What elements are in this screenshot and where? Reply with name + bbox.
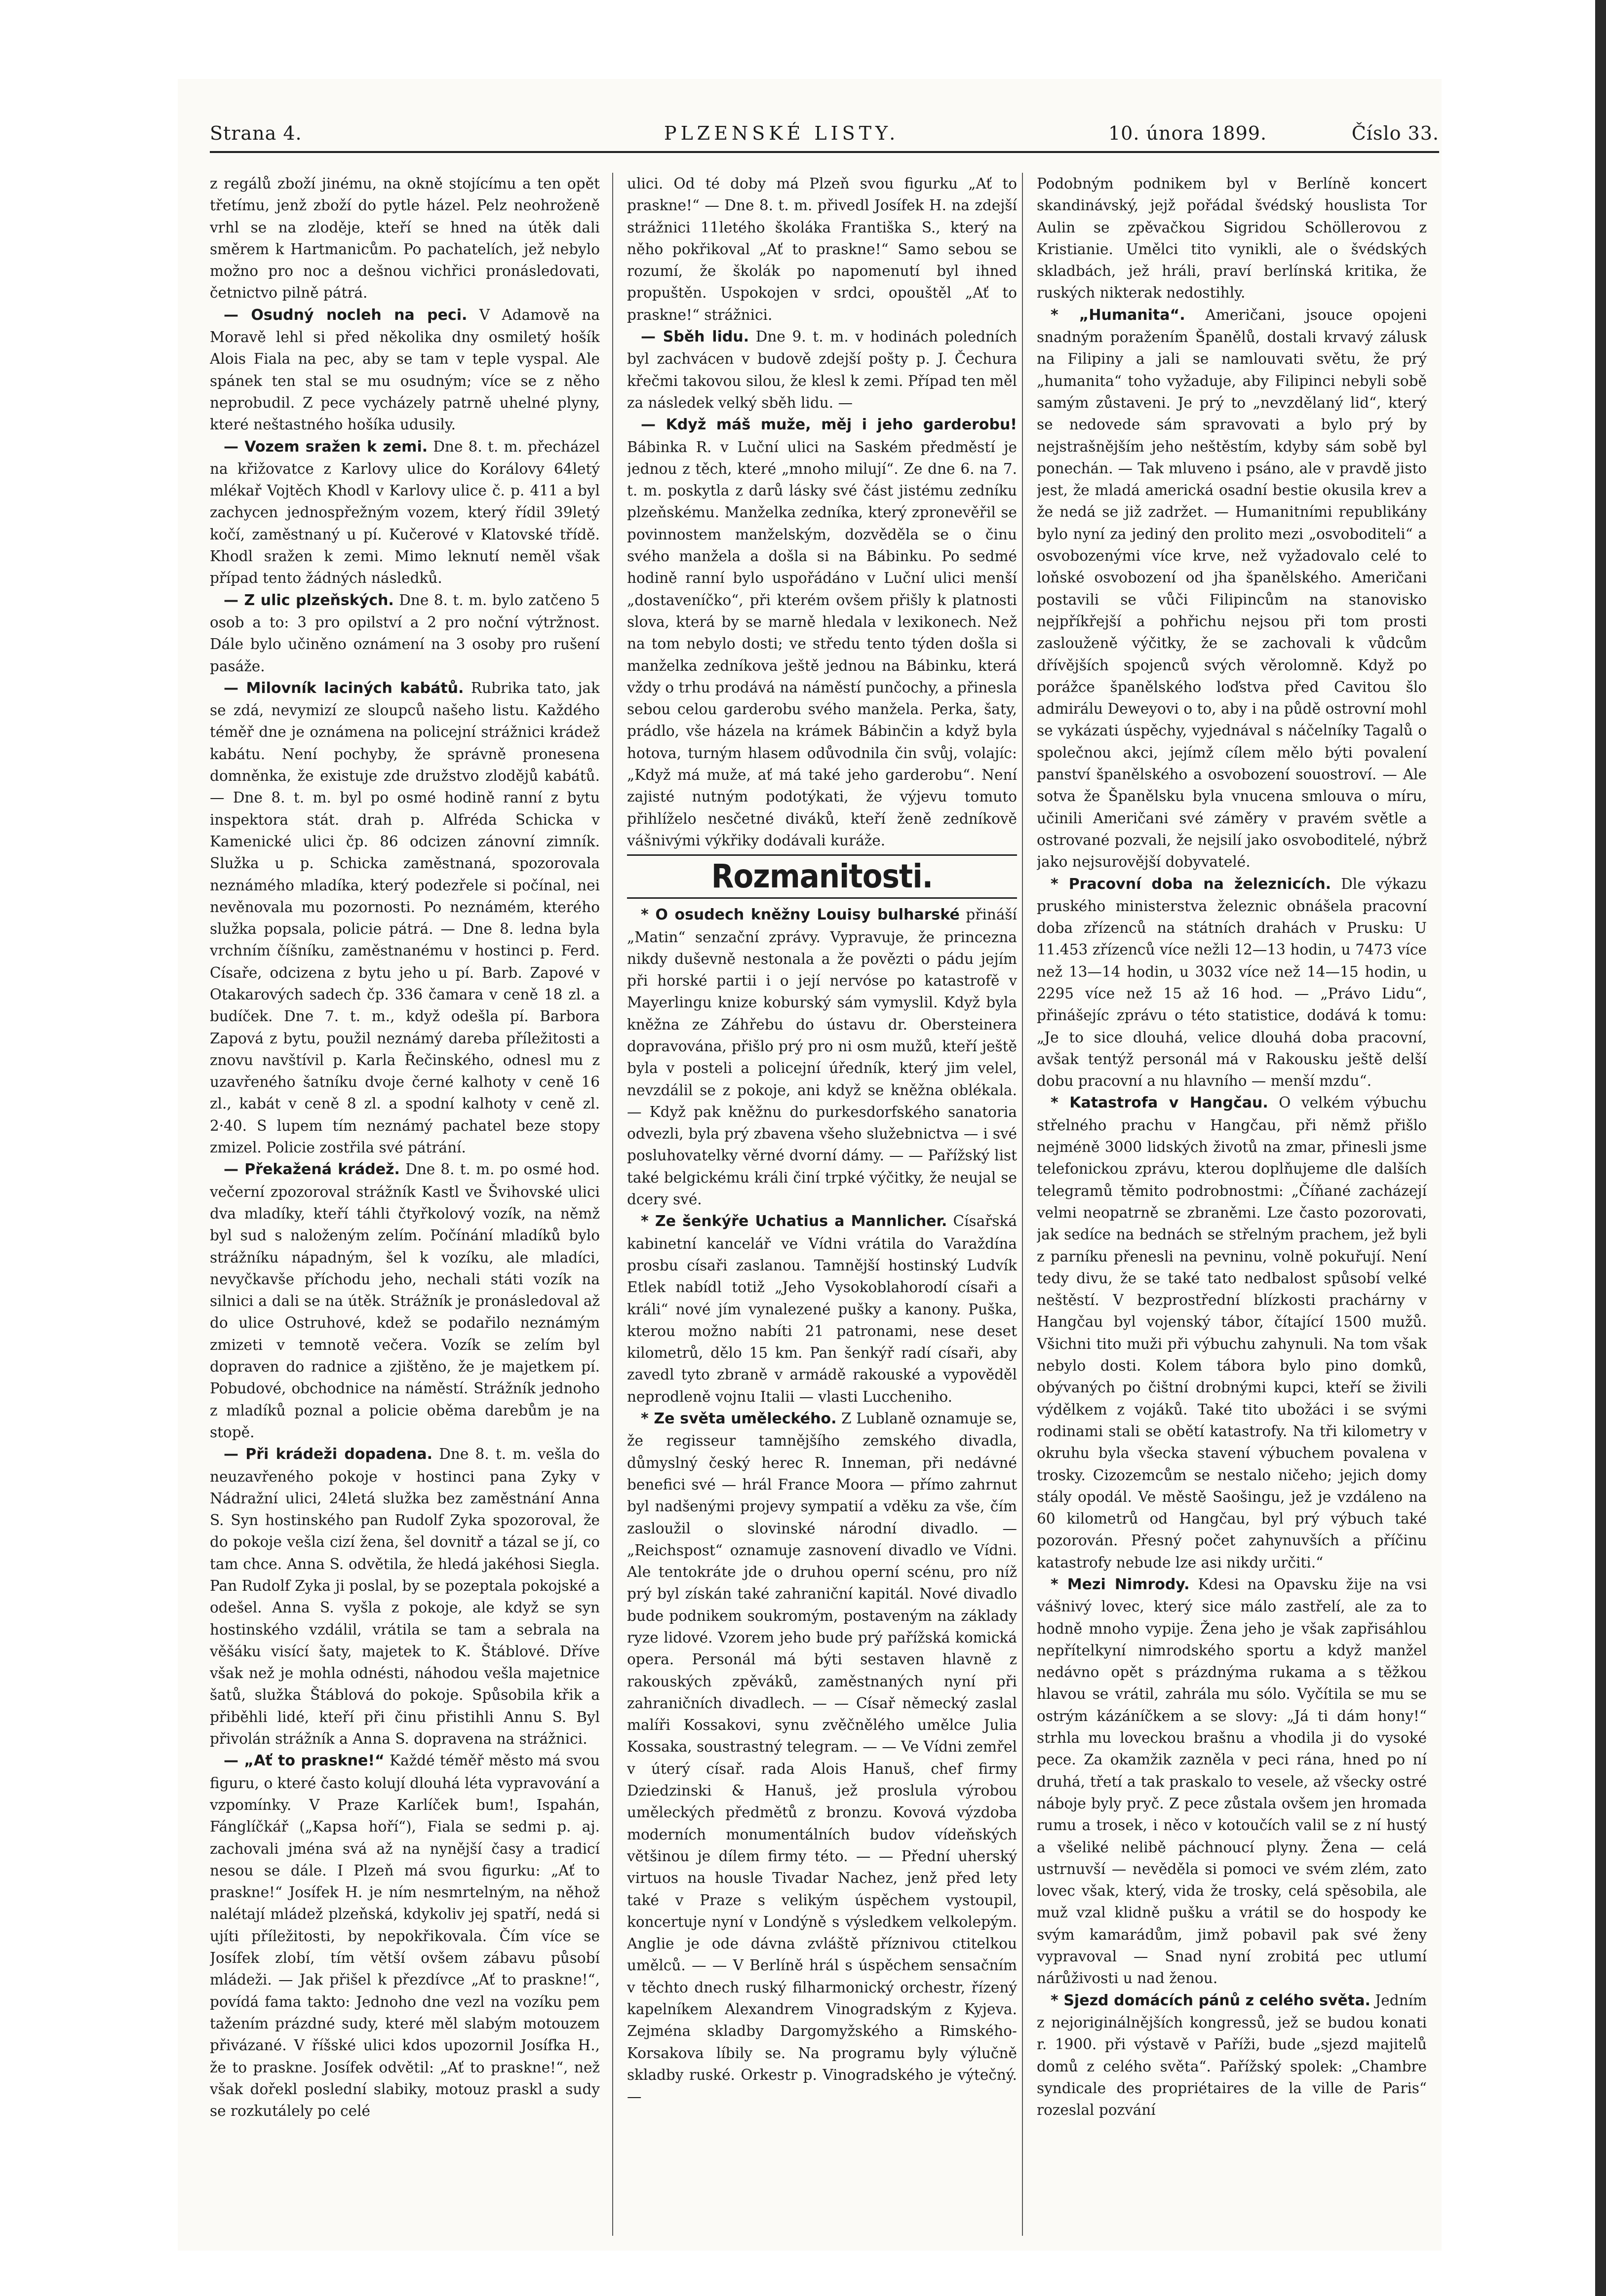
article-text: Dne 8. t. m. po osmé hod. večerní zpozoroval strážník Kastl ve Švihovské ulici dva mladíky, kteří táhli čtyřkolový vozík, na němž byl sud s naloženým zelím. Počínání mladíků bylo strážníku nápadným, šel k vozíku, ale mladíci, nevyčkavše příchodu jeho, nechali státi vozík na silnici a dali se na útěk. Strážník je pronásledoval až do ulice Ostruhové, kdež se podařilo neznámým zmizeti v temnotě večera. Vozík se zelím byl dopraven do radnice a zjištěno, že je majetkem pí. Pobudové, obchodnice na náměstí. Strážník jednoho z mladíků poznal a policie oběma darebům je na stopě. (210, 1161, 600, 1441)
article-text: Rubrika tato, jak se zdá, nevymizí ze sloupců našeho listu. Každého téměř dne je oznámena na policejní strážnici krádež kabátu. Není pochyby, že správně pronesena domněnka, že existuje zde družstvo zlodějů kabátů. — Dne 8. t. m. byl po osmé hodině ranní z bytu inspektora stát. drah p. Alfréda Schicka v Kamenické ulici čp. 86 odcizen zánovní zimník. Služka u p. Schicka zaměstnaná, spozorovala neznámého mladíka, který podezřele si počínal, nei nevěnovala mu pozornosti. Po neznámém, kterého služka popsala, policie pátrá. — Dne 8. ledna byla vrchním číšníku, zaměstnanému v hostinci p. Ferd. Císaře, odcizena z bytu jeho u pí. Barb. Zapové v Otakarových sadech čp. 336 čamara v ceně 18 zl. a budíček. Dne 7. t. m., když odešla pí. Barbora Zapová z bytu, použil neznámý dareba příležitosti a znovu navštívil p. Karla Řečinského, odnesl mu z uzavřeného šatníku dvoje černé kalhoty v ceně 16 zl., kabát v ceně 8 zl. a spodní kalhoty v ceně zl. 2·40. S lupem tím neznámý pachatel beze stopy zmizel. Policie zostřila své pátrání. (210, 679, 600, 1156)
article-headline: — Při krádeži dopadena. (224, 1446, 433, 1463)
article-paragraph (627, 326, 1017, 414)
article-paragraph (627, 414, 1017, 851)
article-headline: — Překažená krádež. (224, 1161, 400, 1179)
article-paragraph (1037, 1573, 1427, 1990)
article-text: O velkém výbuchu střelného prachu v Hangčau, při němž přišlo nejméně 3000 lidských životů na zmar, přinesli jsme telefonickou zprávu, kterou doplňujeme dle dalších telegramů těmito podrobnostmi: „Číňané zacházejí velmi neopatrně se zbraněmi. Lze často pozorovati, jak sedíce na bednách se střelným prachem, jež byli z parníku přenesli na pevninu, volně pokuřují. Není tedy divu, že se také tato nedbalost spůsobí velké neštěstí. V bezprostřední blízkosti prachárny v Hangčau byl vojenský tábor, čítající 1500 mužů. Všichni tito muži při výbuchu zahynuli. Na tom však nebylo dosti. Kolem tábora bylo pino domků, obývaných po čištní drobnými kupci, kteří se živili výdělkem z vojáků. Také tito ubožáci i se svými rodinami stali se obětí katastrofy. Na tři kilometry v okruhu byla všecka stavení výbuchem povalena v trosky. Cizozemcům se nestalo ničeho; jejich domy stály opodál. Ve městě Saošingu, jež je vzdáleno na 60 kilometrů od Hangčau, byl prý výbuch také pozorován. Přesný počet zahynuvších a příčinu katastrofy nebude lze asi nikdy určiti.“ (1037, 1094, 1427, 1571)
article-paragraph (627, 173, 1017, 326)
article-headline: * Katastrofa v Hangčau. (1051, 1094, 1268, 1112)
article-text: Bábinka R. v Luční ulici na Saském předměstí je jednou z těch, které „mnoho milují“. Ze dne 6. na 7. t. m. poskytla z darů lásky své část jistému zedníku plzeňskému. Manželka zedníka, který zpronevěřil se povinnostem manželským, dozvěděla se o činu svého manžela a došla si na Bábinku. Po sedmé hodině ranní bylo uspořádáno v Luční ulici menší „dostaveníčko“, při kterém ovšem přišly k platnosti slova, která by se marně hledala v lexikonech. Než na tom nebylo dosti; ve středu tento týden došla si manželka zedníkova ještě jednou na Bábinku, která vždy o trhu prodává na náměstí punčochy, a přinesla sebou celou garderobu svého manžela. Perka, šaty, prádlo, vše házela na krámek Bábinčin a když byla hotova, turným hlasem odůvodnila čin svůj, volajíc: „Když má muže, ať má také jeho garderobu“. Není zajisté nutným podotýkati, že výjevu tomuto přihlíželo nesčetné diváků, kteří ženě zedníkově vášnivými výkřiky dodávali kuráže. (627, 438, 1017, 849)
article-headline: * Ze světa uměleckého. (641, 1410, 837, 1428)
article-headline: * „Humanita“. (1051, 306, 1185, 324)
article-text: Podobným podnikem byl v Berlíně koncert skandinávský, jejž pořádal švédský houslista Tor Aulin se zpěvačkou Sigridou Schöllerovou z Kristianie. Umělci tito vynikli, ale o švédských skladbách, jež hráli, praví berlínská kritika, že ruských nikterak nedostihly. (1037, 175, 1427, 302)
article-paragraph (1037, 873, 1427, 1092)
article-headline: * Mezi Nimrody. (1051, 1576, 1190, 1593)
article-paragraph (210, 304, 600, 436)
article-text: Z Lublaně oznamuje se, že regisseur tamnějšího zemského divadla, důmyslný český herec R. Inneman, při nedávné benefici své — hrál France Moora — přímo zahrnut byl nadšenými projevy sympatií a vděku za vše, čím zasloužil o slovinské národní divadlo. — „Reichspost“ oznamuje zasnovení divadlo ve Vídni. Ale tentokráte jde o druhou operní scénu, pro níž prý byl získán také zahraniční kapitál. Nové divadlo bude podnikem soukromým, postaveným na základy ryze lidové. Vzorem jeho bude prý pařížská komická opera. Personál má býti sestaven hlavně z rakouských zpěváků, zaměstnaných nyní při zahraničních divadlech. — — Císař německý zaslal malíři Kossakovi, synu zvěčnělého umělce Julia Kossaka, soustrastný telegram. — — Ve Vídni zemřel v úterý císař. rada Alois Hanuš, chef firmy Dziedzinski & Hanuš, jež proslula výrobou uměleckých předmětů z bronzu. Kovová výzdoba moderních monumentálních budov vídeňských většinou je dílem firmy této. — — Přední uherský virtuos na housle Tivadar Nachez, jenž před lety také v Praze s velikým úspěchem vystoupil, koncertuje nyní v Londýně s výsledkem velkolepým. Anglie je ode dávna zvláště příznivou ctitelkou umělců. — — V Berlíně hrál s úspěchem sensačním v těchto dnech ruský filharmonický orchestr, řízený kapelníkem Alexandrem Vinogradským z Kyjeva. Zejména skladby Dargomyžského a Rimského-Korsakova líbily se. Na programu byly výlučně skladby ruské. Orkestr p. Vinogradského je výtečný. — (627, 1410, 1017, 2105)
issue-number: Číslo 33. (1351, 122, 1439, 144)
article-text: Dle výkazu pruského ministerstva železnic obnášela pracovní doba zřízenců na státních drahách v Prusku: U 11.453 zřízenců více nežli 12—13 hodin, u 7473 více než 13—14 hodin, u 3032 více než 14—15 hodin, u 2295 více než 15 až 16 hod. — „Právo Lidu“, přinášejíc zprávu o této statistice, dodává k tomu: „Je to sice dlouhá, velice dlouhá doba pracovní, avšak tentýž personál má v Rakousku ještě delší dobu pracovní a nu hlavního — menší mzdu“. (1037, 875, 1427, 1090)
article-paragraph (1037, 1990, 1427, 2121)
article-text: přináší „Matin“ senzační zprávy. Vypravuje, že princezna nikdy duševně nestonala a že povězti o pádu jejím při horské partii i o její nervóse po katastrofě v Mayerlingu knize koburský sám vymyslil. Když byla kněžna ze Záhřebu do ústavu dr. Obersteinera dopravována, přišlo prý pro ni osm mužů, kteří ještě byla v posteli a policejní úředník, který jim velel, nevzdálil se z pokoje, ani když se kněžna oblékala. — Když pak kněžnu do purkesdorfského sanatoria odvezli, byla prý zbavena všeho služebnictva — i své posluhovatelky věrné dvorní dámy. — — Pařížský list také belgickému králi činí trpké výčitky, že neujal se dcery své. (627, 906, 1017, 1208)
article-paragraph (1037, 304, 1427, 873)
column-3 (1037, 173, 1427, 2236)
article-paragraph (210, 436, 600, 589)
article-text: Dne 8. t. m. přecházel na křižovatce z Karlovy ulice do Korálovy 64letý mlékař Vojtěch Khodl v Karlovy ulice č. p. 411 a byl zachycen jednospřežným vozem, který řídil 39letý kočí, zaměstnaný u pí. Kučerové v Klatovské třídě. Khodl sražen k zemi. Mimo leknutí neměl však případ tento žádných následků. (210, 438, 600, 587)
article-text: Císařská kabinetní kancelář ve Vídni vrátila do Varaždína prosbu císaři zaslanou. Tamnější hostinský Ludvík Etlek nabídl totiž „Jeho Vysokoblahorodí císaři a králi“ nové jím vynalezené pušky a kanony. Puška, kterou možno nabíti 21 patronami, nese deset kilometrů, dělo 15 km. Pan šenkýř radí císaři, aby zavedl tyto zbraně v armádě rakouské a vypověděl neprodleně vojnu Italii — vlasti Luccheniho. (627, 1213, 1017, 1405)
article-headline: — Osudný nocleh na peci. (224, 306, 468, 324)
article-headline: — Z ulic plzeňských. (224, 591, 394, 609)
article-text: Dne 8. t. m. bylo zatčeno 5 osob a to: 3 pro opilství a 2 pro noční výtržnost. Dále bylo učiněno oznámení na 3 osoby pro rušení pasáže. (210, 591, 600, 675)
article-headline: * Sjezd domácích pánů z celého světa. (1051, 1991, 1371, 2009)
article-paragraph (1037, 1092, 1427, 1573)
article-headline: * Pracovní doba na železnicích. (1051, 875, 1332, 893)
article-headline: — „Ať to praskne!“ (224, 1752, 385, 1770)
article-headline: — Vozem sražen k zemi. (224, 438, 428, 456)
article-text: Kdesi na Opavsku žije na vsi vášnivý lovec, který sice málo zastřelí, ale za to hodně mnoho vypije. Žena jeho je však zapřisáhlou nepřítelkyní nimrodského sportu a když manžel nedávno opět s prázdnýma rukama a s těžkou hlavou se vrátil, zahrála mu sólo. Vyčítila se mu se ostrým kázáníčkem a se slovy: „Já ti dám hony!“ strhla mu loveckou brašnu a vhodila ji do vysoké pece. Za okamžik zazněla v peci rána, hned po ní druhá, třetí a tak praskalo to vesele, až všecky ostré náboje byly pryč. Z pece zůstala ovšem jen hromada rumu a trosek, i něco v kotoučích valil se z ní hustý a všeliké nelibě páchnoucí plyny. Žena — celá ustrnuvší — nevěděla si pomoci ve svém zlém, zato lovec však, který, vida že trosky, celá spěsobila, ale muž vzal klidně pušku a vrátil se do hospody ke svým kamarádům, jimž pobavil pak své ženy vypravoval — Snad nyní zrobitá pec utlumí nárůživosti u nad ženou. (1037, 1576, 1427, 1987)
article-text: Každé téměř město má svou figuru, o které často kolují dlouhá léta vypravování a vzpomínky. V Praze Karlíček bum!, Ispahán, Fánglíčkář („Kapsa hoří“), Fiala se sedmi p. aj. zachovali jména svá až na nynější časy a tradicí nesou se dále. I Plzeň má svou figurku: „Ať to praskne!“ Josífek H. je ním nesmrtelným, na něhož nalétají mládež plzeňská, kdykoliv jej spatří, nedá si ujíti příležitosti, by nepokřikovala. Čím více se Josífek zlobí, tím větší ovšem zábavu působí mládeži. — Jak přišel k přezdívce „Ať to praskne!“, povídá fama takto: Jednoho dne vezl na vozíku pem tažením prázdné sudy, které měl slabým motouzem přivázané. V říšské ulici kdos upozornil Josífka H., že to praskne. Josífek odvětil: „Ať to praskne!“, než však dořekl poslední slabiky, motouz praskl a sudy se rozkutálely po celé (210, 1752, 600, 2120)
article-text: Američani, jsouce opojeni snadným poražením Španělů, dostali krvavý zálusk na Filipiny a jali se namlouvati světu, že prý „humanita“ toho vyžaduje, aby Filipinci nebyli sobě samým zůstaveni. Je prý to „nevzdělaný lid“, který se nedovede sám spravovati a bylo prý by nejstrašnějším jeho neštěstím, kdyby sám sobě byl ponechán. — Tak mluveno i psáno, ale v pravdě jisto jest, že mladá americká osadní bestie okusila krev a že nedá se již zadržet. — Humanitními republikány bylo nyní za jediný den prolito mezi „osvoboditeli“ a osvobozenými více krve, než vyžadovalo celé to loňské osvobození od jha španělského. Američani postavili se vůči Filipincům na stanovisko nejpříkřejší a pohřichu nejsou při tom prosti zaslouženě výčitky, že se zachovali k vůdcům dřívějších spojenců svých věrolomně. Když po porážce španělského loďstva před Cavitou šlo admirálu Deweyovi o to, aby i na půdě ostrovní mohl se vykázati úspěchy, vyjednával s náčelníky Tagalů o společnou akci, jejímž cílem mělo býti povalení panství španělského a osvobození souostroví. — Ale sotva že Španělsku byla vnucena smlouva o míru, učinili Američani své záměry v pravém světle a ostrované pozvali, že nejsilí jako osvoboditelé, nýbrž jako nejsurovější dobyvatelé. (1037, 306, 1427, 871)
newspaper-title: PLZENSKÉ LISTY. (664, 122, 900, 144)
article-paragraph (210, 1443, 600, 1750)
column-2 (627, 173, 1017, 2236)
article-headline: — Milovník laciných kabátů. (224, 679, 464, 697)
article-headline: — Když máš muže, měj i jeho garderobu! (641, 416, 1017, 434)
article-headline: * Ze šenkýře Uchatius a Mannlicher. (641, 1213, 947, 1230)
article-text: V Adamově na Moravě lehl si před několika dny osmiletý hošík Alois Fiala na pec, aby se tam v teple vyspal. Ale spánek ten stal se mu osudným; více se z něho neprobudil. Z pece vycházely patrně uhelné plyny, které neštastného hošíka udusily. (210, 306, 600, 433)
section-heading: Rozmanitosti. (627, 854, 1017, 899)
article-headline: — Sběh lidu. (641, 328, 749, 346)
page-header (210, 122, 1439, 152)
article-text: z regálů zboží jinému, na okně stojícímu a ten opět třetímu, jenž zboží do pytle házel. Pelz neohroženě vrhl se na zloděje, kteří se hned na útěk dali směrem k Hartmanicům. Po pachatelích, jež nebylo možno pro noc a dešnou vichřici pronásledovati, četnictvo pilně pátrá. (210, 175, 600, 302)
article-paragraph (210, 677, 600, 1159)
column-divider (1022, 173, 1023, 2236)
article-text: Dne 9. t. m. v hodinách poledních byl zachvácen v budově zdejší pošty p. J. Čechura křečmi takovou silou, že klesl k zemi. Případ ten měl za následek velký sběh lidu. — (627, 328, 1017, 411)
article-paragraph (627, 1210, 1017, 1408)
article-paragraph (627, 1408, 1017, 2108)
article-text: Dne 8. t. m. vešla do neuzavřeného pokoje v hostinci pana Zyky v Nádražní ulici, 24letá služka bez zaměstnání Anna S. Syn hostinského pan Rudolf Zyka spozoroval, že do pokoje vešla cizí žena, šel dovnitř a tázal se jí, co tam chce. Anna S. odvětila, že hledá jakéhosi Siegla. Pan Rudolf Zyka ji poslal, by se pozeptala pokojské a odešel. Anna S. vyšla z pokoje, ale když se syn hostinského vzdálil, vrátila se tam a sebrala na věšáku visící šaty, majetek to K. Štáblové. Dříve však než je mohla odnésti, náhodou vešla majetnice šatů, služka Štáblová do pokoje. Spůsobila křik a přiběhli lidé, kteří při činu přistihli Annu S. Byl přivolán strážník a Anna S. dopravena na strážnici. (210, 1446, 600, 1748)
article-paragraph (627, 904, 1017, 1210)
header-rule (210, 151, 1439, 153)
scan-edge (1595, 0, 1606, 2296)
column-divider (612, 173, 613, 2236)
article-text: Jedním z nejoriginálnějších kongressů, jež se budou konati r. 1900. při výstavě v Paříži, bude „sjezd majitelů domů z celého světa“. Pařížský spolek: „Chambre syndicale des propriétaires de la ville de Paris“ rozeslal pozvání (1037, 1991, 1427, 2119)
article-headline: * O osudech kněžny Louisy bulharské (641, 906, 960, 924)
article-paragraph (210, 173, 600, 304)
article-paragraph (210, 1158, 600, 1443)
issue-date: 10. února 1899. (1108, 122, 1267, 144)
article-text: ulici. Od té doby má Plzeň svou figurku „Ať to praskne!“ — Dne 8. t. m. přivedl Josífek H. na zdejší strážnici 11letého školáka Františka S., který na něho pokřikoval „Ať to praskne!“ Samo sebou se rozumí, že školák po napomenutí byl ihned propuštěn. Uspokojen v srdci, opouštěl „Ať to praskne!“ strážnici. (627, 175, 1017, 323)
article-paragraph (210, 1750, 600, 2122)
column-1 (210, 173, 600, 2236)
page-label: Strana 4. (210, 122, 302, 144)
article-paragraph (210, 589, 600, 677)
article-paragraph (1037, 173, 1427, 304)
